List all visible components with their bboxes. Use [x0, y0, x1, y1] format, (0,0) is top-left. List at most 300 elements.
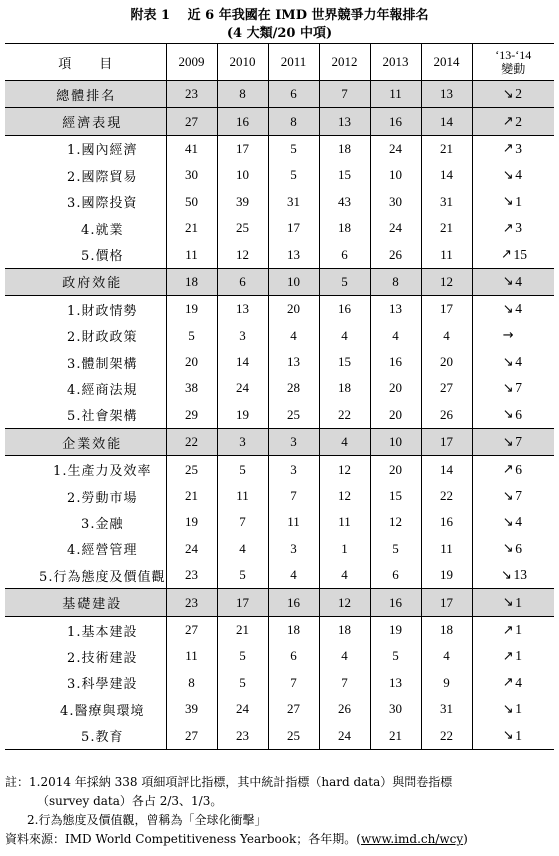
change-indicator: [473, 434, 555, 450]
rank-2014: 13: [421, 81, 472, 108]
table-row: [5, 643, 554, 669]
rank-2014: 21: [421, 215, 472, 241]
rank-2013: 10: [370, 162, 421, 188]
rank-change: [472, 589, 554, 616]
source-suffix: ): [463, 832, 468, 846]
rank-change: [472, 402, 554, 429]
row-label: 2.勞動市場: [5, 483, 166, 509]
change-value: 4: [515, 167, 522, 183]
arrow-down-right-icon: ↘: [502, 514, 514, 530]
rank-2014: 17: [421, 296, 472, 323]
rank-2014: 11: [421, 536, 472, 562]
rank-change: [472, 215, 554, 241]
table-title: 附表 1 近 6 年我國在 IMD 世界競爭力年報排名: [130, 8, 429, 23]
arrow-up-right-icon: ↗: [502, 675, 514, 691]
arrow-up-right-icon: ↗: [502, 220, 514, 236]
table-row: [5, 241, 554, 268]
change-value: 4: [515, 674, 522, 690]
rank-2011: 16: [268, 589, 319, 616]
rank-2011: 8: [268, 108, 319, 135]
row-label: 4.經商法規: [5, 375, 166, 401]
change-indicator: [473, 86, 555, 102]
rank-2011: 7: [268, 483, 319, 509]
arrow-down-right-icon: ↘: [502, 194, 514, 210]
rank-2009: 41: [166, 135, 217, 162]
change-value: 4: [515, 354, 522, 370]
rank-2014: 17: [421, 429, 472, 456]
rank-2014: 17: [421, 589, 472, 616]
row-label: 總體排名: [5, 81, 166, 108]
arrow-down-right-icon: ↘: [502, 407, 514, 423]
table-row: [5, 215, 554, 241]
rank-2009: 20: [166, 349, 217, 375]
rank-change: [472, 643, 554, 669]
rank-2013: 15: [370, 483, 421, 509]
rank-2010: 25: [217, 215, 268, 241]
rank-2014: 9: [421, 670, 472, 696]
rank-change: [472, 375, 554, 401]
arrow-up-right-icon: ↗: [502, 462, 514, 478]
rank-2009: 11: [166, 241, 217, 268]
rank-2010: 10: [217, 162, 268, 188]
rank-2012: 43: [319, 189, 370, 215]
header-item: 項目: [5, 44, 166, 81]
rank-2010: 11: [217, 483, 268, 509]
rank-2009: 11: [166, 643, 217, 669]
rank-2012: 12: [319, 483, 370, 509]
row-label: 1.財政情勢: [5, 296, 166, 323]
change-indicator: [473, 701, 555, 717]
header-year-2009: 2009: [166, 44, 217, 81]
rank-2010: 17: [217, 135, 268, 162]
rank-change: [472, 268, 554, 295]
change-value: 1: [515, 727, 522, 743]
rank-2009: 18: [166, 268, 217, 295]
table-row: [5, 81, 554, 108]
table-row: [5, 670, 554, 696]
rank-2010: 3: [217, 323, 268, 349]
rank-2010: 6: [217, 268, 268, 295]
rank-2014: 16: [421, 509, 472, 535]
source-line: [5, 830, 555, 849]
rank-2009: 24: [166, 536, 217, 562]
rank-change: [472, 483, 554, 509]
rank-2012: 7: [319, 81, 370, 108]
change-value: 1: [515, 193, 522, 209]
table-row: [5, 456, 554, 483]
rank-2010: 17: [217, 589, 268, 616]
row-label: 2.財政政策: [5, 323, 166, 349]
table-subtitle: (4 大類/20 中項): [226, 26, 333, 41]
change-value: 3: [515, 220, 522, 236]
arrow-down-right-icon: ↘: [502, 595, 514, 611]
rank-2014: 14: [421, 162, 472, 188]
rank-2010: 16: [217, 108, 268, 135]
table-row: [5, 349, 554, 375]
rank-change: [472, 429, 554, 456]
rank-2011: 25: [268, 402, 319, 429]
rank-2014: 19: [421, 562, 472, 589]
table-row: [5, 536, 554, 562]
rank-2010: 5: [217, 643, 268, 669]
change-value: 2: [515, 113, 522, 129]
row-label: 3.科學建設: [5, 670, 166, 696]
rank-2009: 27: [166, 722, 217, 749]
rank-2011: 3: [268, 429, 319, 456]
rank-2010: 4: [217, 536, 268, 562]
rank-2014: 26: [421, 402, 472, 429]
change-value: 7: [515, 380, 522, 396]
header-year-2010: 2010: [217, 44, 268, 81]
arrow-down-right-icon: ↘: [502, 701, 514, 717]
rank-2013: 21: [370, 722, 421, 749]
rank-2009: 23: [166, 81, 217, 108]
rank-change: [472, 696, 554, 722]
change-indicator: [473, 514, 555, 530]
arrow-up-right-icon: ↗: [502, 622, 514, 638]
rank-2012: 4: [319, 562, 370, 589]
rank-change: [472, 509, 554, 535]
rank-change: [472, 722, 554, 749]
header-change: [472, 44, 554, 81]
rank-2010: 23: [217, 722, 268, 749]
rank-change: [472, 296, 554, 323]
rank-2011: 5: [268, 135, 319, 162]
change-indicator: [473, 380, 555, 396]
table-row: [5, 429, 554, 456]
row-label: 5.教育: [5, 722, 166, 749]
change-indicator: [473, 301, 555, 317]
table-row: [5, 696, 554, 722]
row-label: 5.價格: [5, 241, 166, 268]
change-value: 4: [515, 273, 522, 289]
arrow-up-right-icon: ↗: [502, 648, 514, 664]
arrow-down-right-icon: ↘: [502, 728, 514, 744]
row-label: 3.國際投資: [5, 189, 166, 215]
change-value: 6: [515, 540, 522, 556]
rank-2012: 4: [319, 323, 370, 349]
change-value: 4: [515, 301, 522, 317]
rank-change: [472, 323, 554, 349]
rank-2010: 5: [217, 562, 268, 589]
rank-2011: 5: [268, 162, 319, 188]
table-header-row: [5, 44, 554, 81]
rank-change: [472, 81, 554, 108]
header-year-2012: 2012: [319, 44, 370, 81]
change-value: 7: [515, 434, 522, 450]
change-indicator: [473, 595, 555, 611]
rank-2011: 13: [268, 241, 319, 268]
change-indicator: [473, 141, 555, 157]
rank-2012: 18: [319, 215, 370, 241]
rank-2009: 8: [166, 670, 217, 696]
change-indicator: [473, 194, 555, 210]
rank-2012: 13: [319, 108, 370, 135]
rank-2010: 24: [217, 375, 268, 401]
note-1-cont: （survey data）各占 2/3、1/3。: [37, 794, 223, 808]
rank-2010: 14: [217, 349, 268, 375]
source-link[interactable]: www.imd.ch/wcy: [360, 832, 464, 846]
rank-2012: 16: [319, 296, 370, 323]
table-row: [5, 135, 554, 162]
change-indicator: [473, 648, 555, 664]
header-change-period: ‘13-‘14: [495, 48, 532, 62]
rank-2009: 22: [166, 429, 217, 456]
rank-2013: 24: [370, 135, 421, 162]
rank-2009: 27: [166, 616, 217, 643]
change-value: 1: [515, 701, 522, 717]
rank-2009: 25: [166, 456, 217, 483]
rank-2013: 8: [370, 268, 421, 295]
rank-2012: 7: [319, 670, 370, 696]
table-row: [5, 562, 554, 589]
note-2: 2.行為態度及價值觀，曾稱為「全球化衝擊」: [27, 813, 267, 827]
arrow-down-right-icon: ↘: [502, 488, 514, 504]
rank-2010: 7: [217, 509, 268, 535]
rank-change: [472, 562, 554, 589]
rank-2010: 3: [217, 429, 268, 456]
row-label: 4.就業: [5, 215, 166, 241]
rank-2009: 38: [166, 375, 217, 401]
rank-2012: 22: [319, 402, 370, 429]
rank-2010: 21: [217, 616, 268, 643]
row-label: 4.經營管理: [5, 536, 166, 562]
table-row: [5, 483, 554, 509]
change-value: 1: [515, 622, 522, 637]
row-label: 基礎建設: [5, 589, 166, 616]
change-value: 6: [515, 406, 522, 422]
arrow-right-icon: →: [502, 328, 514, 344]
row-label: 1.基本建設: [5, 616, 166, 643]
header-year-2011: 2011: [268, 44, 319, 81]
change-value: 4: [515, 514, 522, 530]
rank-2011: 6: [268, 643, 319, 669]
table-row: [5, 268, 554, 295]
arrow-down-right-icon: ↘: [502, 301, 514, 317]
rank-2009: 27: [166, 108, 217, 135]
arrow-up-right-icon: ↗: [502, 114, 514, 130]
arrow-down-right-icon: ↘: [502, 274, 514, 290]
rank-2013: 11: [370, 81, 421, 108]
row-label: 企業效能: [5, 429, 166, 456]
row-label: 3.金融: [5, 509, 166, 535]
rank-2013: 13: [370, 296, 421, 323]
rank-2012: 15: [319, 162, 370, 188]
rank-2012: 12: [319, 456, 370, 483]
arrow-up-right-icon: ↗: [502, 141, 514, 157]
rank-2011: 13: [268, 349, 319, 375]
rank-2009: 30: [166, 162, 217, 188]
arrow-down-right-icon: ↘: [502, 434, 514, 450]
rank-2013: 19: [370, 616, 421, 643]
rank-2010: 12: [217, 241, 268, 268]
rank-2012: 4: [319, 643, 370, 669]
rank-2013: 20: [370, 456, 421, 483]
rank-2011: 11: [268, 509, 319, 535]
table-row: [5, 616, 554, 643]
rank-2014: 11: [421, 241, 472, 268]
ranking-table: [5, 43, 554, 750]
rank-2011: 10: [268, 268, 319, 295]
rank-2014: 22: [421, 483, 472, 509]
rank-change: [472, 135, 554, 162]
rank-2014: 4: [421, 643, 472, 669]
rank-2010: 8: [217, 81, 268, 108]
row-label: 4.醫療與環境: [5, 696, 166, 722]
table-row: [5, 722, 554, 749]
rank-2009: 23: [166, 589, 217, 616]
header-year-2014: 2014: [421, 44, 472, 81]
arrow-down-right-icon: ↘: [501, 567, 512, 583]
rank-change: [472, 536, 554, 562]
rank-2009: 50: [166, 189, 217, 215]
arrow-down-right-icon: ↘: [502, 541, 514, 557]
change-value: 1: [515, 594, 522, 610]
rank-2012: 5: [319, 268, 370, 295]
rank-2013: 4: [370, 323, 421, 349]
row-label: 1.生產力及效率: [5, 456, 166, 483]
rank-2013: 6: [370, 562, 421, 589]
rank-2011: 27: [268, 696, 319, 722]
change-indicator: [473, 622, 555, 638]
rank-2012: 6: [319, 241, 370, 268]
change-indicator: [473, 167, 555, 183]
rank-2014: 18: [421, 616, 472, 643]
rank-2014: 14: [421, 108, 472, 135]
rank-2012: 18: [319, 135, 370, 162]
rank-2014: 14: [421, 456, 472, 483]
rank-2011: 31: [268, 189, 319, 215]
source-prefix: 資料來源：IMD World Competitiveness Yearbook；各年期。(: [5, 832, 361, 846]
rank-2011: 25: [268, 722, 319, 749]
rank-2012: 12: [319, 589, 370, 616]
rank-2014: 20: [421, 349, 472, 375]
rank-2013: 26: [370, 241, 421, 268]
row-label: 5.行為態度及價值觀: [5, 562, 166, 589]
rank-change: [472, 189, 554, 215]
rank-2009: 29: [166, 402, 217, 429]
change-indicator: [473, 220, 555, 236]
rank-2013: 16: [370, 108, 421, 135]
rank-2010: 13: [217, 296, 268, 323]
footnotes: [5, 773, 555, 849]
header-change-label: 變動: [501, 62, 526, 76]
rank-2013: 20: [370, 375, 421, 401]
rank-change: [472, 616, 554, 643]
rank-2013: 12: [370, 509, 421, 535]
rank-2013: 16: [370, 349, 421, 375]
row-label: 1.國內經濟: [5, 135, 166, 162]
rank-2009: 23: [166, 562, 217, 589]
change-indicator: [473, 488, 555, 504]
change-indicator: [473, 354, 555, 370]
rank-2011: 18: [268, 616, 319, 643]
rank-2009: 19: [166, 296, 217, 323]
change-indicator: [473, 567, 555, 583]
row-label: 經濟表現: [5, 108, 166, 135]
change-indicator: [473, 728, 555, 744]
rank-2009: 21: [166, 215, 217, 241]
rank-2014: 22: [421, 722, 472, 749]
table-row: [5, 296, 554, 323]
rank-2011: 4: [268, 323, 319, 349]
rank-change: [472, 456, 554, 483]
change-value: 13: [513, 567, 527, 583]
rank-2009: 39: [166, 696, 217, 722]
row-label: 2.國際貿易: [5, 162, 166, 188]
table-row: [5, 108, 554, 135]
header-year-2013: 2013: [370, 44, 421, 81]
change-value: 1: [515, 648, 522, 664]
table-row: [5, 402, 554, 429]
change-indicator: [473, 675, 555, 691]
rank-2013: 5: [370, 536, 421, 562]
rank-2010: 39: [217, 189, 268, 215]
change-indicator: [473, 462, 555, 478]
rank-2009: 21: [166, 483, 217, 509]
change-indicator: [473, 247, 555, 263]
rank-2013: 16: [370, 589, 421, 616]
rank-2012: 26: [319, 696, 370, 722]
rank-2011: 17: [268, 215, 319, 241]
rank-2010: 5: [217, 456, 268, 483]
rank-2014: 4: [421, 323, 472, 349]
change-indicator: [473, 328, 555, 343]
arrow-down-right-icon: ↘: [502, 86, 514, 102]
change-indicator: [473, 407, 555, 423]
rank-change: [472, 108, 554, 135]
change-indicator: [473, 541, 555, 557]
table-row: [5, 375, 554, 401]
row-label: 5.社會架構: [5, 402, 166, 429]
table-row: [5, 189, 554, 215]
row-label: 政府效能: [5, 268, 166, 295]
rank-2011: 3: [268, 536, 319, 562]
rank-2012: 11: [319, 509, 370, 535]
rank-change: [472, 670, 554, 696]
arrow-down-right-icon: ↘: [502, 354, 514, 370]
rank-2012: 4: [319, 429, 370, 456]
rank-2010: 19: [217, 402, 268, 429]
change-indicator: [473, 114, 555, 130]
arrow-down-right-icon: ↘: [502, 167, 514, 183]
rank-2011: 28: [268, 375, 319, 401]
rank-2012: 15: [319, 349, 370, 375]
rank-change: [472, 241, 554, 268]
rank-2013: 10: [370, 429, 421, 456]
rank-2009: 5: [166, 323, 217, 349]
change-value: 3: [515, 140, 522, 156]
table-body: [5, 81, 554, 750]
rank-2012: 24: [319, 722, 370, 749]
rank-2014: 31: [421, 696, 472, 722]
rank-2011: 7: [268, 670, 319, 696]
rank-2011: 6: [268, 81, 319, 108]
change-indicator: [473, 274, 555, 290]
arrow-up-right-icon: ↗: [501, 247, 512, 263]
rank-2010: 24: [217, 696, 268, 722]
rank-2014: 27: [421, 375, 472, 401]
rank-2011: 3: [268, 456, 319, 483]
rank-2013: 30: [370, 189, 421, 215]
rank-change: [472, 162, 554, 188]
arrow-down-right-icon: ↘: [502, 380, 514, 396]
table-row: [5, 509, 554, 535]
row-label: 2.技術建設: [5, 643, 166, 669]
table-row: [5, 589, 554, 616]
rank-2014: 21: [421, 135, 472, 162]
rank-2012: 1: [319, 536, 370, 562]
